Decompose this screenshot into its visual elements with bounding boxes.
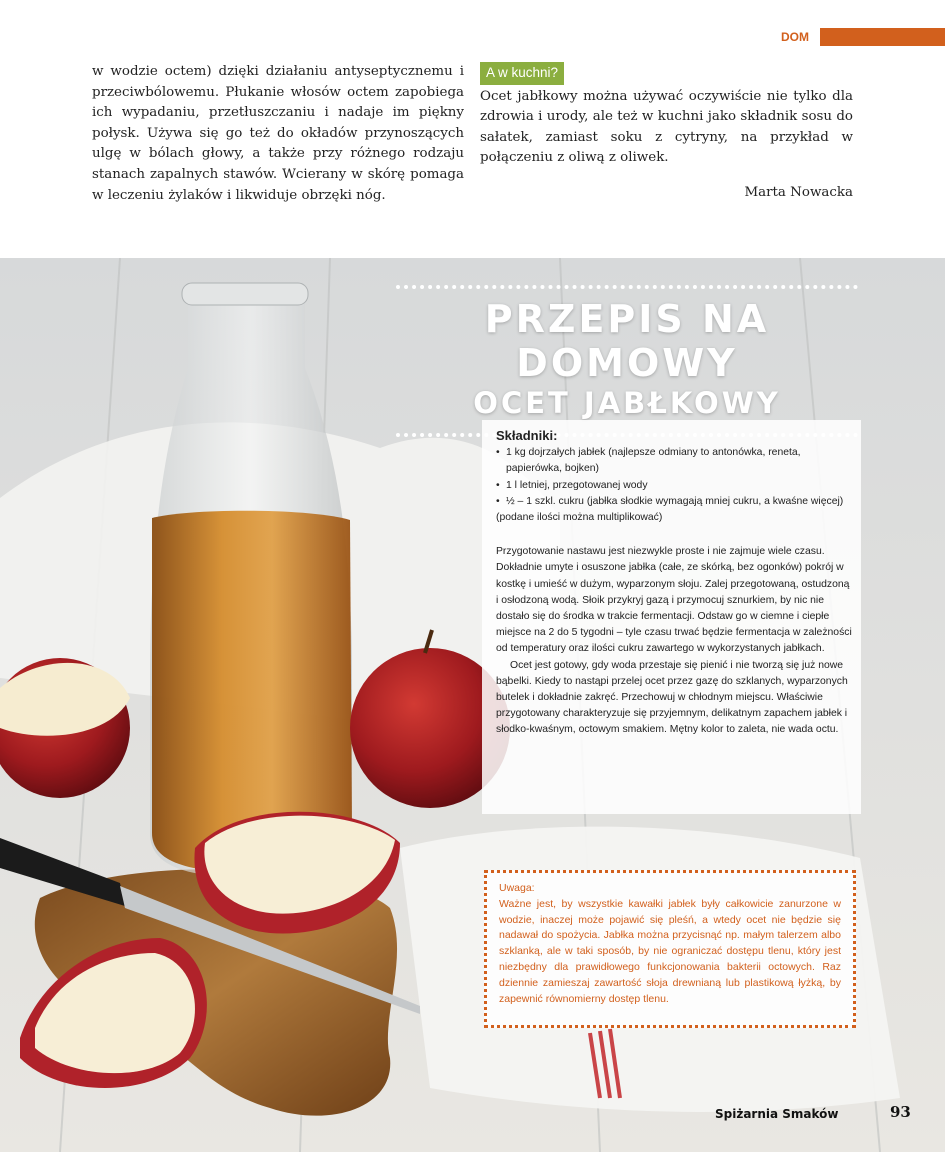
ingredient-text: ½ – 1 szkl. cukru (jabłka słodkie wymagają mniej cukru, a kwaśne więcej): [506, 495, 844, 507]
title-line-2: OCET JABŁKOWY: [473, 386, 781, 420]
ingredient-text: 1 kg dojrzałych jabłek (najlepsze odmiany to antonówka, reneta, papierówka, bojken): [506, 447, 801, 475]
right-column: [480, 62, 853, 204]
ingredients-note: (podane ilości można multiplikować): [496, 512, 663, 524]
ingredient-item: • 1 l letniej, przegotowanej wody: [496, 479, 648, 491]
title-dots-top: [396, 285, 858, 289]
title-line-1: PRZEPIS NA DOMOWY: [484, 297, 770, 385]
magazine-brand: Spiżarnia Smaków: [715, 1107, 839, 1121]
warning-heading: Uwaga:: [499, 882, 535, 894]
recipe-box: [482, 420, 861, 814]
recipe-title: [392, 285, 862, 437]
method-paragraph-2: Ocet jest gotowy, gdy woda przestaje się pienić i nie tworzą się już nowe bąbelki. Kiedy to nastąpi przelej ocet przez gazę do szklanych, wyparzonych butelek i dokładnie zakręć. Przechowuj w chłodnym miejscu. Właściwie przygotowany charakteryzuje się przyjemnym, delikatnym zapachem jabłek i słodko-kwaśnym, octowym smakiem. Mętny kolor to zaleta, nie wada octu.: [496, 659, 848, 736]
ingredient-item: • 1 kg dojrzałych jabłek (najlepsze odmiany to antonówka, reneta, papierówka, bojken): [496, 447, 801, 475]
author: Marta Nowacka: [744, 184, 853, 200]
right-column-text: Ocet jabłkowy można używać oczywiście nie tylko dla zdrowia i urody, ale też w kuchni jako składnik sosu do sałatek, zamiast soku z cytryny, na przykład w połączeniu z oliwą z oliwek.: [480, 88, 853, 166]
left-column: [92, 62, 464, 206]
ingredient-text: 1 l letniej, przegotowanej wody: [506, 479, 648, 491]
section-tag: [770, 28, 945, 46]
warning-text: Ważne jest, by wszystkie kawałki jabłek były całkowicie zanurzone w wodzie, inaczej może pojawić się pleśń, a wtedy ocet nie będzie się nadawał do spożycia. Jabłka można przycisnąć np. małym talerzem albo szklanką, ale w taki sposób, by nie ograniczać dostępu tlenu, który jest niezbędny dla prawidłowego funkcjonowania bakterii octowych. Raz dziennie zamieszaj zawartość słoja drewnianą lub plastikową łyżką, by zapewnić równomierny dostęp tlenu.: [499, 897, 841, 1005]
ingredients-list: [496, 445, 853, 510]
section-bar: [820, 28, 945, 46]
ingredient-item: • ½ – 1 szkl. cukru (jabłka słodkie wymagają mniej cukru, a kwaśne więcej): [496, 495, 844, 507]
kitchen-heading: A w kuchni?: [480, 62, 564, 85]
ingredients-heading: Składniki:: [496, 428, 558, 443]
section-label: DOM: [781, 30, 809, 44]
warning-box: [484, 870, 856, 1028]
left-column-text: w wodzie octem) dzięki działaniu antyseptycznemu i przeciwbólowemu. Płukanie włosów octem zapobiega ich wypadaniu, przetłuszczaniu i nadaje im piękny połysk. Używa się go też do okładów przynoszących ulgę w bólach głowy, a także przy różnego rodzaju stanach zapalnych stawów. Wcierany w skórę pomaga w leczeniu żylaków i likwiduje obrzęki nóg.: [92, 64, 464, 203]
method-paragraph-1: Przygotowanie nastawu jest niezwykle proste i nie zajmuje wiele czasu. Dokładnie umyte i osuszone jabłka (całe, ze skórką, bez ogonków) pokrój w kostkę i umieść w dużym, wyparzonym słoju. Zalej przegotowaną, ostudzoną i osłodzoną wodą. Słoik przykryj gazą i przymocuj sznurkiem, by nic nie dostało się do środka w trakcie fermentacji. Odstaw go w ciemne i ciepłe miejsce na 2 do 5 tygodni – tyle czasu trwać będzie fermentacja w zależności od temperatury oraz ilości cukru zawartego w wykorzystanych jabłkach.: [496, 546, 852, 655]
page-number: 93: [890, 1103, 911, 1121]
